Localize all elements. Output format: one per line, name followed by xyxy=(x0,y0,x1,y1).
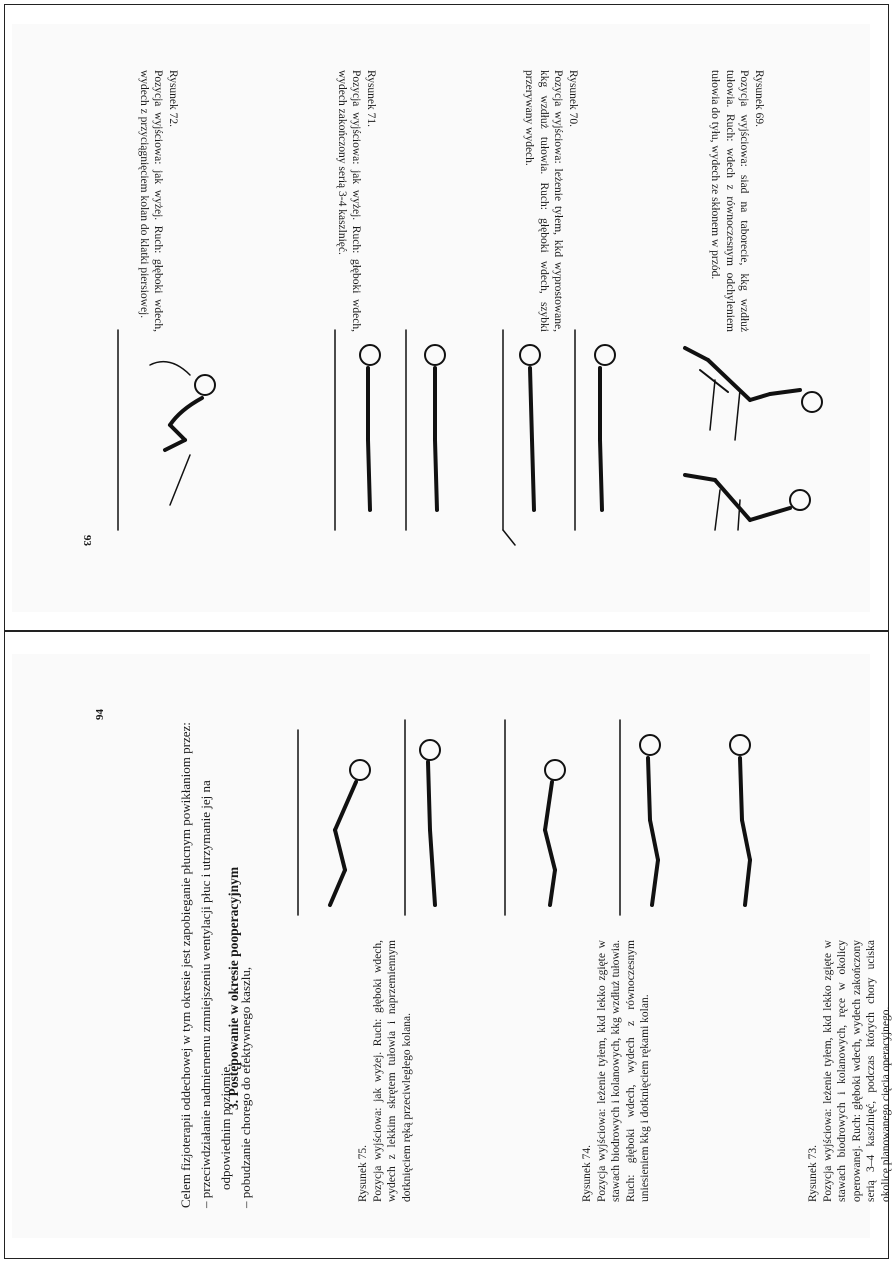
figure-73-lying-person xyxy=(620,720,750,915)
figure-72-knees-to-chest xyxy=(118,330,215,530)
figure-74-hands-to-knees xyxy=(405,720,565,915)
figure-75-trunk-twist xyxy=(298,730,370,915)
caption-text: Pozycja wyjściowa: leżenie tyłem, kkd wyprostowane, kkg wzdłuż tułowia. Ruch: głęboki wdech, szybki przerywany wydech. xyxy=(523,70,565,332)
page-number: 94 xyxy=(94,709,106,720)
caption-rysunek-69 xyxy=(708,70,766,332)
caption-text: Pozycja wyjściowa: leżenie tyłem, kkd lekko zgięte w stawach biodrowych i kolanowych, ręce w okolicy operowanej. Ruch: głęboki wdech, wydech zakończony serią 3–4 kaszlnięć, podczas których chory uciska okolicę planowanego cięcia operacyjnego. xyxy=(821,940,892,1202)
caption-title: Rysunek 75. xyxy=(357,1144,369,1202)
caption-rysunek-70 xyxy=(522,70,580,332)
caption-title: Rysunek 69. xyxy=(753,70,765,128)
caption-rysunek-75 xyxy=(356,940,414,1202)
exercise-figures-bottom xyxy=(290,720,790,930)
caption-title: Rysunek 73. xyxy=(807,1144,819,1202)
bullet-item: – przeciwdziałanie nadmiernemu zmniejszeniu wentylacji płuc i utrzymanie jej na odpowiednim poziomie, xyxy=(198,780,233,1208)
caption-rysunek-73 xyxy=(806,940,893,1202)
caption-rysunek-72 xyxy=(136,70,180,332)
section-heading: 3. Postępowanie w okresie pooperacyjnym xyxy=(226,866,241,1110)
caption-title: Rysunek 72. xyxy=(167,70,179,128)
page-number: 93 xyxy=(81,535,93,546)
figure-69-seated-person-2 xyxy=(685,475,810,530)
caption-text: Pozycja wyjściowa: jak wyżej. Ruch: głęboki wdech, wydech z lekkim skrętem tułowia i naprzemiennym dotknięciem ręką przeciwległego kolana. xyxy=(371,940,413,1202)
caption-text: Pozycja wyjściowa: siad na taborecie, kkg wzdłuż tułowia. Ruch: wdech z równoczesnym odchyleniem tułowia do tyłu, wydech ze skłonem w przód. xyxy=(709,70,751,332)
caption-title: Rysunek 70. xyxy=(567,70,579,128)
caption-title: Rysunek 74. xyxy=(581,1144,593,1202)
body-intro: Celem fizjoterapii oddechowej w tym okresie jest zapobieganie płucnym powikłaniom przez: xyxy=(178,722,193,1208)
caption-text: Pozycja wyjściowa: leżenie tyłem, kkd lekko zgięte w stawach biodrowych i kolanowych, kkg wzdłuż tułowia. Ruch: głęboki wdech, wydech z równoczesnym uniesieniem kkg i dotknięciem rękami kolan. xyxy=(595,940,652,1202)
caption-rysunek-74 xyxy=(580,940,653,1202)
caption-text: Pozycja wyjściowa: jak wyżej. Ruch: głęboki wdech, wydech zakończony serią 3-4 kaszlnięć. xyxy=(335,70,363,332)
figure-71-lying-person xyxy=(335,330,445,530)
caption-text: Pozycja wyjściowa: jak wyżej. Ruch: głęboki wdech, wydech z przyciągnięciem kolan do klatki piersiowej. xyxy=(137,70,165,332)
figure-70-lying-person xyxy=(503,330,615,545)
figure-69-seated-person xyxy=(685,348,822,440)
caption-rysunek-71 xyxy=(334,70,378,332)
caption-title: Rysunek 71. xyxy=(365,70,377,128)
body-text xyxy=(176,718,256,1208)
exercise-figures-top xyxy=(110,330,830,550)
bullet-item: – pobudzanie chorego do efektywnego kaszlu, xyxy=(238,966,253,1208)
